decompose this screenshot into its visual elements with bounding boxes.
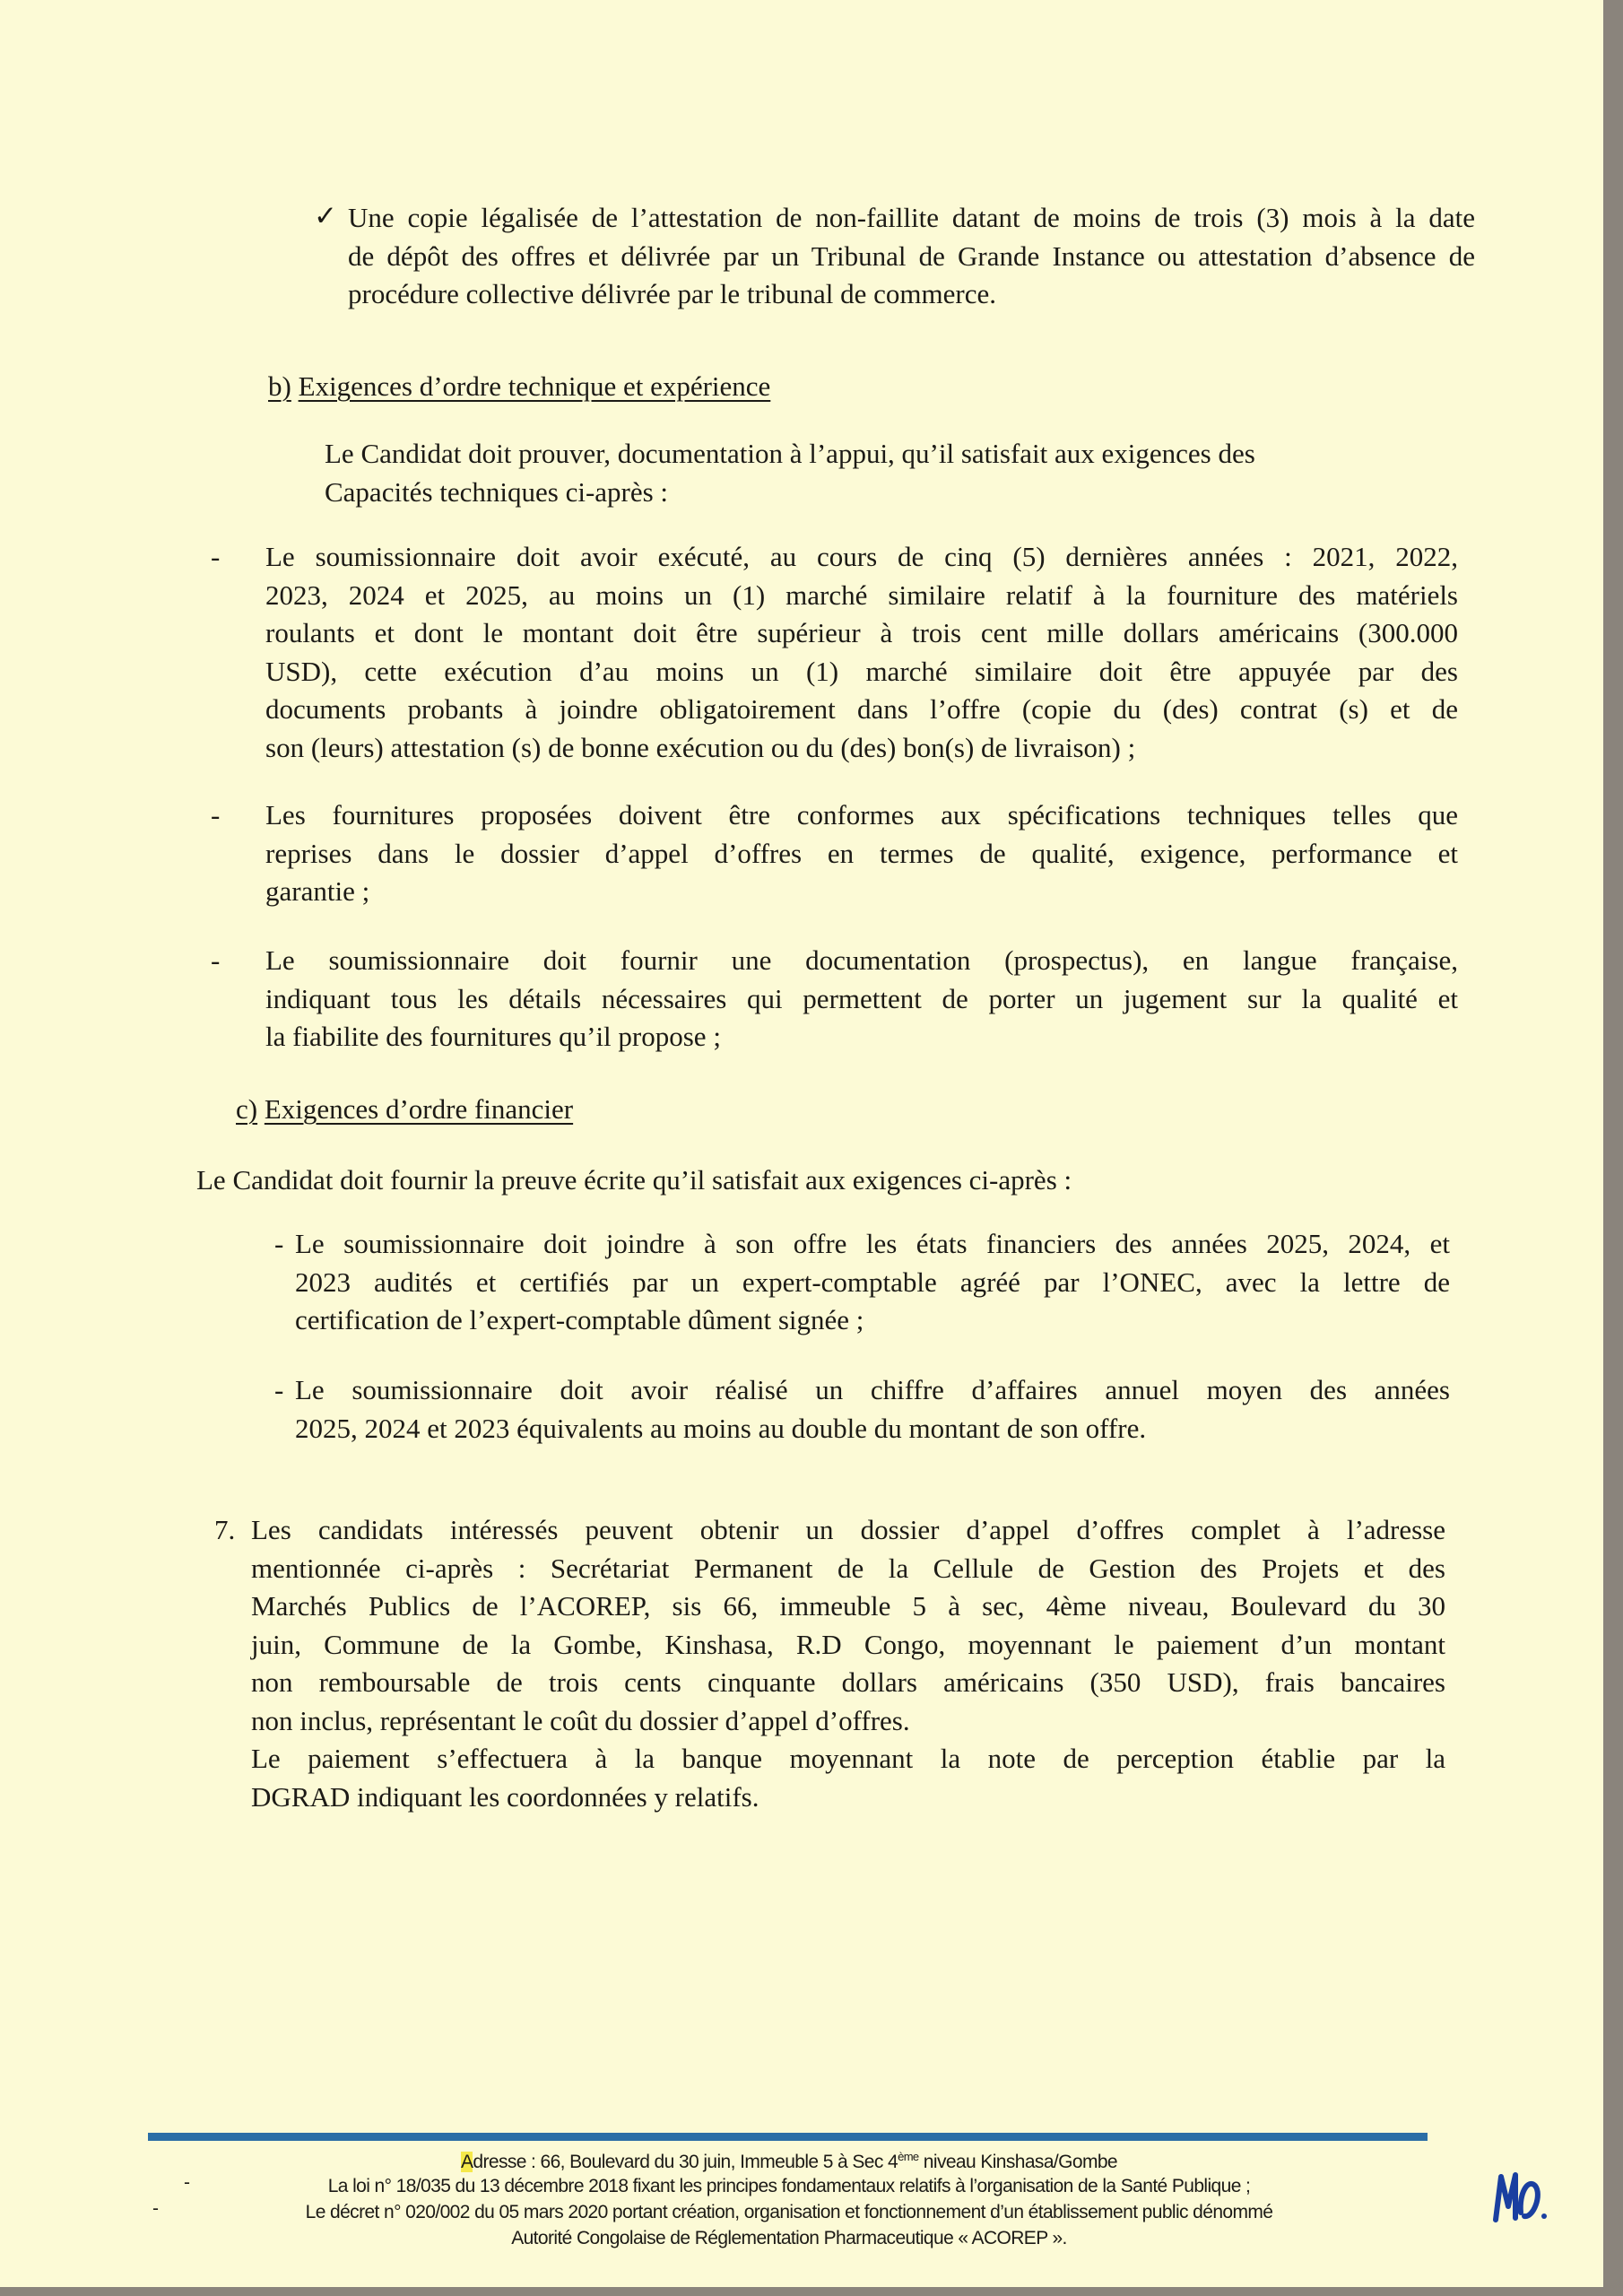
text-line: procédure collective délivrée par le tribunal de commerce. bbox=[348, 278, 996, 309]
list-item-experience bbox=[265, 538, 1458, 767]
text-line: Une copie légalisée de l’attestation de non-faillite datant de moins de trois (3) mois à la date bbox=[348, 202, 1475, 233]
text-line: Les fournitures proposées doivent être conformes aux spécifications techniques telles que bbox=[265, 799, 1458, 831]
list-item-financial-statements bbox=[295, 1225, 1450, 1340]
text-line: Le soumissionnaire doit avoir réalisé un chiffre d’affaires annuel moyen des années bbox=[295, 1374, 1450, 1405]
text-line: 2023 audités et certifiés par un expert-comptable agréé par l’ONEC, avec la lettre de bbox=[295, 1265, 1450, 1298]
section-b-heading bbox=[268, 368, 770, 406]
list-bullet: - bbox=[274, 1374, 284, 1405]
text-line: garantie ; bbox=[265, 875, 370, 907]
list-bullet: - bbox=[211, 944, 221, 976]
footer-bullet: - bbox=[184, 2172, 190, 2193]
footer-decree-continued: Autorité Congolaise de Réglementation Pharmaceutique « ACOREP ». bbox=[511, 2228, 1067, 2248]
checkmark-icon: ✓ bbox=[314, 200, 337, 231]
footer-decree: Le décret n° 020/002 du 05 mars 2020 portant création, organisation et fonctionnement d’un établissement public dénommé bbox=[305, 2202, 1273, 2222]
scan-edge-right bbox=[1603, 0, 1623, 2296]
footer-rule bbox=[148, 2133, 1428, 2141]
text-line: indiquant tous les détails nécessaires qui permettent de porter un jugement sur la qualité et bbox=[265, 982, 1458, 1014]
list-item-conformity bbox=[265, 796, 1458, 911]
section-c-intro: Le Candidat doit fournir la preuve écrite qu’il satisfait aux exigences ci-après : bbox=[196, 1164, 1072, 1196]
section-c-title: Exigences d’ordre financier bbox=[264, 1093, 574, 1125]
text-line: Le soumissionnaire doit avoir exécuté, au cours de cinq (5) dernières années : 2021, 2022, bbox=[265, 541, 1458, 572]
text-line: Le soumissionnaire doit joindre à son offre les états financiers des années 2025, 2024, et bbox=[295, 1228, 1450, 1259]
text-line: 2025, 2024 et 2023 équivalents au moins au double du montant de son offre. bbox=[295, 1412, 1147, 1444]
text-line: non inclus, représentant le coût du dossier d’appel d’offres. bbox=[251, 1704, 910, 1736]
text-line: Capacités techniques ci-après : bbox=[325, 475, 669, 508]
handwritten-initials bbox=[1488, 2166, 1551, 2233]
list-item-documentation bbox=[265, 942, 1458, 1057]
text-line: Marchés Publics de l’ACOREP, sis 66, immeuble 5 à sec, 4ème niveau, Boulevard du 30 bbox=[251, 1590, 1445, 1622]
text-line: de dépôt des offres et délivrée par un Tribunal de Grande Instance ou attestation d’absence de bbox=[348, 239, 1475, 272]
text-line: documents probants à joindre obligatoirement dans l’offre (copie du (des) contrat (s) et de bbox=[265, 693, 1458, 725]
text-line: 2023, 2024 et 2025, au moins un (1) marché similaire relatif à la fourniture des matériels bbox=[265, 578, 1458, 611]
text-line: juin, Commune de la Gombe, Kinshasa, R.D Congo, moyennant le paiement d’un montant bbox=[251, 1628, 1445, 1660]
text-line: Le soumissionnaire doit fournir une documentation (prospectus), en langue française, bbox=[265, 944, 1458, 976]
text-line: la fiabilite des fournitures qu’il propose ; bbox=[265, 1021, 721, 1052]
text-line: Le paiement s’effectuera à la banque moyennant la note de perception établie par la bbox=[251, 1743, 1445, 1774]
scan-edge-bottom bbox=[0, 2287, 1623, 2296]
section-b-letter: b) bbox=[268, 370, 291, 402]
text-line: DGRAD indiquant les coordonnées y relatifs. bbox=[251, 1780, 759, 1813]
text-line: roulants et dont le montant doit être supérieur à trois cent mille dollars américains (300.000 bbox=[265, 617, 1458, 648]
text-line: reprises dans le dossier d’appel d’offres en termes de qualité, exigence, performance et bbox=[265, 837, 1458, 869]
text-line: son (leurs) attestation (s) de bonne exécution ou du (des) bon(s) de livraison) ; bbox=[265, 731, 1136, 763]
list-bullet: - bbox=[211, 541, 221, 572]
text-line: USD), cette exécution d’au moins un (1) marché similaire doit être appuyée par des bbox=[265, 655, 1458, 687]
footer-address: Adresse : 66, Boulevard du 30 juin, Immeuble 5 à Sec 4ème niveau Kinshasa/Gombe bbox=[460, 2150, 1118, 2172]
point-7-payment bbox=[251, 1740, 1445, 1816]
text-line: non remboursable de trois cents cinquante dollars américains (350 USD), frais bancaires bbox=[251, 1666, 1445, 1698]
text-line: Le Candidat doit prouver, documentation à l’appui, qu’il satisfait aux exigences des bbox=[325, 438, 1255, 469]
list-item-turnover bbox=[295, 1371, 1450, 1448]
list-bullet: - bbox=[211, 799, 221, 831]
text-line: mentionnée ci-après : Secrétariat Permanent de la Cellule de Gestion des Projets et des bbox=[251, 1552, 1445, 1584]
point-number: 7. bbox=[214, 1514, 236, 1545]
section-b-title: Exigences d’ordre technique et expérience bbox=[298, 370, 771, 402]
text-line: certification de l’expert-comptable dûment signée ; bbox=[295, 1304, 864, 1335]
text-line: Les candidats intéressés peuvent obtenir un dossier d’appel d’offres complet à l’adresse bbox=[251, 1514, 1445, 1545]
section-b-intro bbox=[325, 435, 1429, 511]
section-c-letter: c) bbox=[236, 1093, 258, 1125]
footer-law: La loi n° 18/035 du 13 décembre 2018 fixant les principes fondamentaux relatifs à l’organisation de la Santé Publique ; bbox=[327, 2176, 1251, 2196]
section-c-heading bbox=[236, 1091, 573, 1129]
list-bullet: - bbox=[274, 1228, 284, 1259]
checklist-item bbox=[348, 199, 1475, 314]
footer-bullet: - bbox=[152, 2198, 159, 2219]
point-7-text bbox=[251, 1511, 1445, 1740]
